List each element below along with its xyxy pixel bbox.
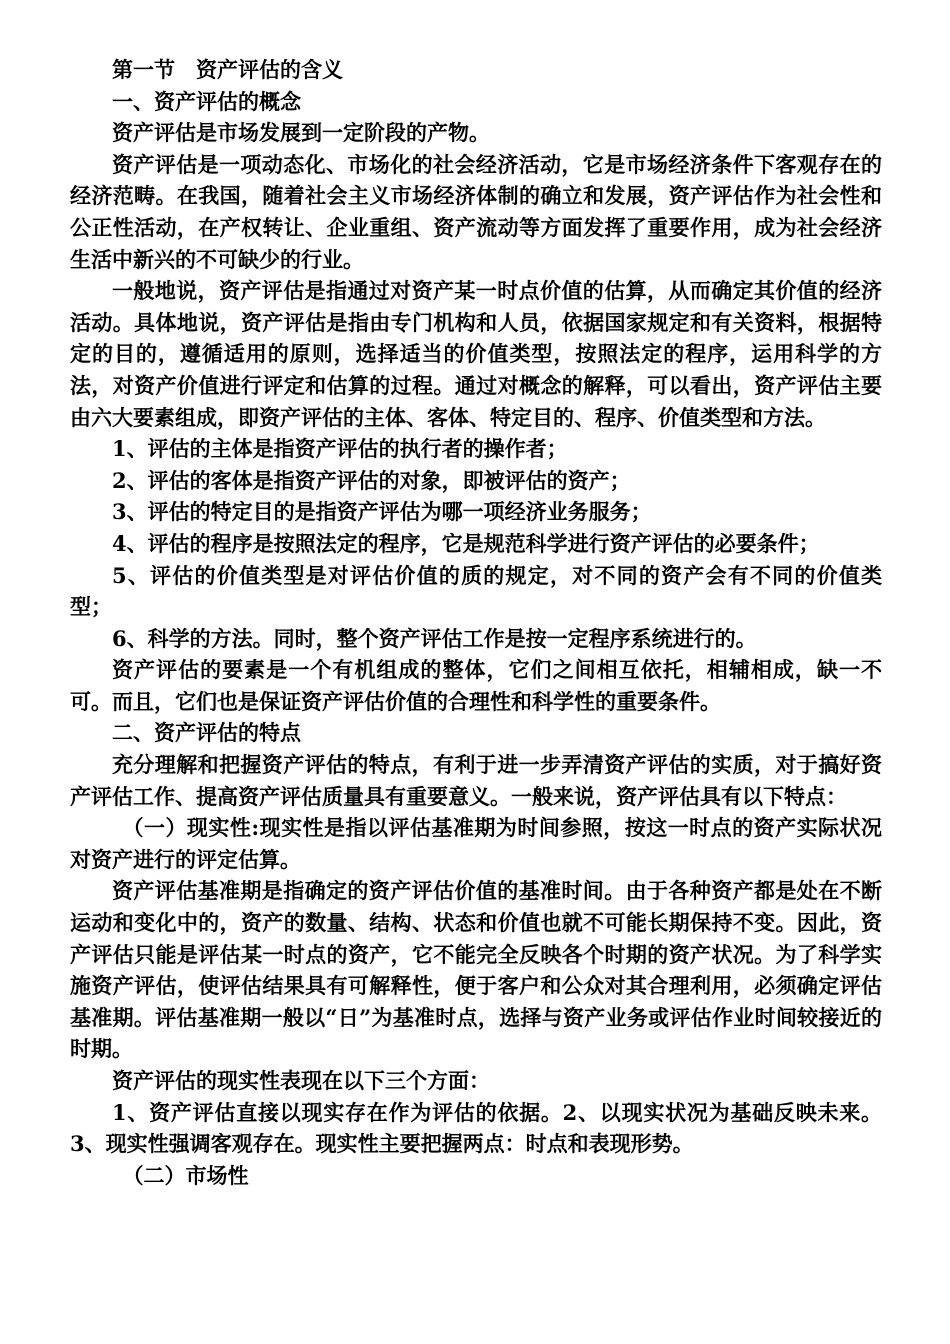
list-item: 2、评估的客体是指资产评估的对象，即被评估的资产；: [112, 467, 631, 493]
list-item: 5、评估的价值类型是对评估价值的质的规定，对不同的资产会有不同的价值类型；: [70, 562, 882, 620]
section-title: 第一节 资产评估的含义: [112, 57, 343, 82]
paragraph: 资产评估是市场发展到一定阶段的产物。: [112, 120, 490, 146]
list-item: 3、评估的特定目的是指资产评估为哪一项经济业务服务；: [112, 499, 652, 525]
paragraph: 资产评估的现实性表现在以下三个方面：: [112, 1068, 490, 1093]
heading-asset-evaluation-concept: 一、资产评估的概念: [112, 88, 301, 114]
list-item: 6、科学的方法。同时，整个资产评估工作是按一定程序系统进行的。: [112, 625, 757, 651]
paragraph: 1、资产评估直接以现实存在作为评估的依据。2、以现实状况为基础反映未来。3、现实性强调客观存在。现实性主要把握两点：时点和表现形势。: [70, 1099, 882, 1157]
heading-asset-evaluation-features: 二、资产评估的特点: [112, 720, 301, 746]
document-page: [70, 54, 882, 1191]
paragraph: 一般地说，资产评估是指通过对资产某一时点价值的估算，从而确定其价值的经济活动。具体地说，资产评估是指由专门机构和人员，依据国家规定和有关资料，根据特定的目的，遵循适用的原则，选择适当的价值类型，按照法定的程序，运用科学的方法，对资产价值进行评定和估算的过程。通过对概念的解释，可以看出，资产评估主要由六大要素组成，即资产评估的主体、客体、特定目的、程序、价值类型和方法。: [70, 278, 882, 430]
paragraph: 充分理解和把握资产评估的特点，有利于进一步弄清资产评估的实质，对于搞好资产评估工作、提高资产评估质量具有重要意义。一般来说，资产评估具有以下特点：: [70, 752, 882, 809]
paragraph: 资产评估基准期是指确定的资产评估价值的基准时间。由于各种资产都是处在不断运动和变化中的，资产的数量、结构、状态和价值也就不可能长期保持不变。因此，资产评估只能是评估某一时点的资产，它不能完全反映各个时期的资产状况。为了科学实施资产评估，使评估结果具有可解释性，便于客户和公众对其合理利用，必须确定评估基准期。评估基准期一般以“日”为基准时点，选择与资产业务或评估作业时间较接近的时期。: [70, 878, 882, 1062]
sub-heading-reality: （一）现实性:现实性是指以评估基准期为时间参照，按这一时点的资产实际状况对资产进行的评定估算。: [70, 815, 882, 872]
sub-heading-market: （二）市场性: [122, 1162, 249, 1188]
paragraph: 资产评估的要素是一个有机组成的整体，它们之间相互依托，相辅相成，缺一不可。而且，它们也是保证资产评估价值的合理性和科学性的重要条件。: [70, 657, 882, 714]
paragraph: 资产评估是一项动态化、市场化的社会经济活动，它是市场经济条件下客观存在的经济范畴。在我国，随着社会主义市场经济体制的确立和发展，资产评估作为社会性和公正性活动，在产权转让、企业重组、资产流动等方面发挥了重要作用，成为社会经济生活中新兴的不可缺少的行业。: [70, 151, 882, 272]
list-item: 4、评估的程序是按照法定的程序，它是规范科学进行资产评估的必要条件；: [112, 530, 820, 556]
list-item: 1、评估的主体是指资产评估的执行者的操作者；: [112, 436, 568, 462]
